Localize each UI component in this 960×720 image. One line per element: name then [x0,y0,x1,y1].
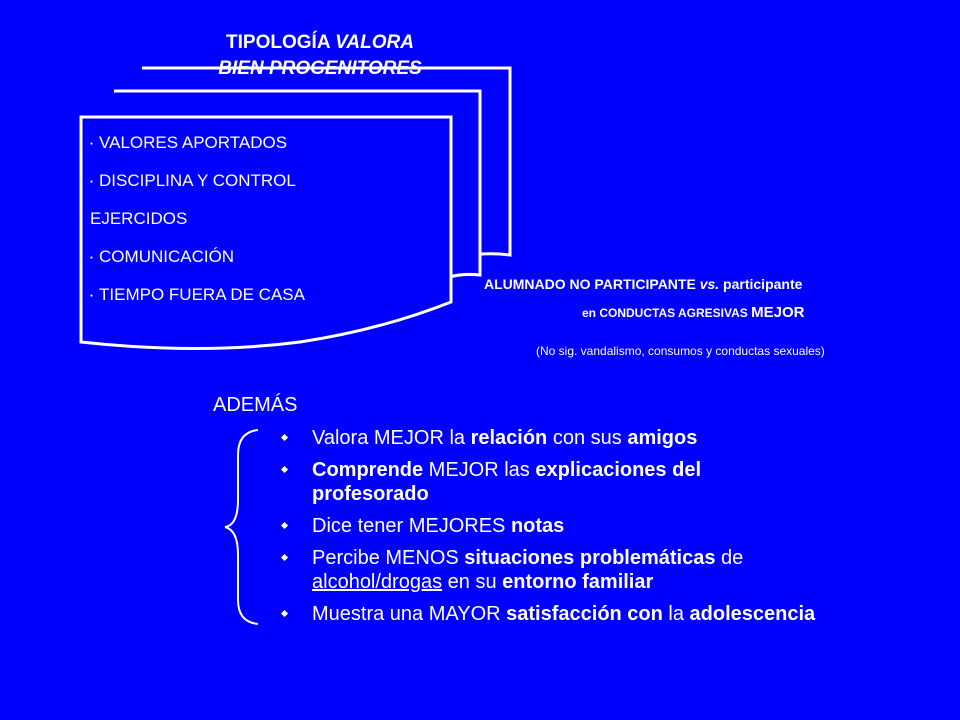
bullet-text-segment: relación [470,427,548,449]
document-item: ● TIEMPO FUERA DE CASA [90,285,305,304]
bullet-text-segment: con sus [547,427,628,449]
bullet-icon [281,610,288,617]
bullet-text-segment: entorno familiar [502,571,654,593]
bullet-text-segment: explicaciones del profesorado [312,459,702,505]
left-brace [225,430,258,624]
bullet-text-segment: Muestra una MAYOR [312,603,507,625]
title-italic-2: BIEN PROGENITORES [218,58,422,79]
bullet-text-segment: alcohol/drogas [312,571,443,593]
bullet-text-segment: de [715,547,744,569]
bullet-icon: ● [90,178,94,185]
title-plain: TIPOLOGÍA [226,32,336,53]
diagram-title [170,30,470,82]
document-item: ● DISCIPLINA Y CONTROL [90,171,296,190]
bullet-text-segment: Comprende [312,459,424,481]
bullet-text-segment: situaciones problemáticas [464,547,716,569]
bullet-icon [281,466,288,473]
bullet-icon [281,522,288,529]
bullet-icon: ● [90,292,94,299]
bullet-item [282,602,822,626]
bullet-text-segment: amigos [627,427,698,449]
ademas-heading: ADEMÁS [213,394,298,416]
bullet-text-segment: MEJOR las [423,459,536,481]
document-item: ● COMUNICACIÓN [90,247,235,266]
bullet-text-segment: en su [442,571,503,593]
bullet-icon: ● [90,140,94,147]
result-line-2: en CONDUCTAS AGRESIVAS MEJOR [582,304,805,321]
bullet-item [282,458,822,506]
bullet-text-segment: Dice tener MEJORES [312,515,511,537]
bullet-text-segment: adolescencia [689,603,816,625]
result-note: (No sig. vandalismo, consumos y conductas sexuales) [536,344,825,358]
bullet-icon [281,554,288,561]
bullet-item [282,514,822,538]
document-item-list [90,129,450,319]
bullet-item [282,546,822,594]
bullet-icon: ● [90,254,94,261]
result-line-1: ALUMNADO NO PARTICIPANTE vs. participante [484,276,803,292]
bullet-item [282,426,822,450]
bullet-text-segment: la [662,603,690,625]
bullet-text-segment: notas [510,515,565,537]
title-italic-1: VALORA [335,32,414,53]
document-item: ● VALORES APORTADOS [90,133,288,152]
bullet-list [282,426,822,634]
bullet-text-segment: satisfacción con [506,603,663,625]
document-item-continued: EJERCIDOS [90,209,188,228]
bullet-icon [281,434,288,441]
bullet-text-segment: Valora MEJOR la [312,427,471,449]
bullet-text-segment: Percibe MENOS [312,547,465,569]
